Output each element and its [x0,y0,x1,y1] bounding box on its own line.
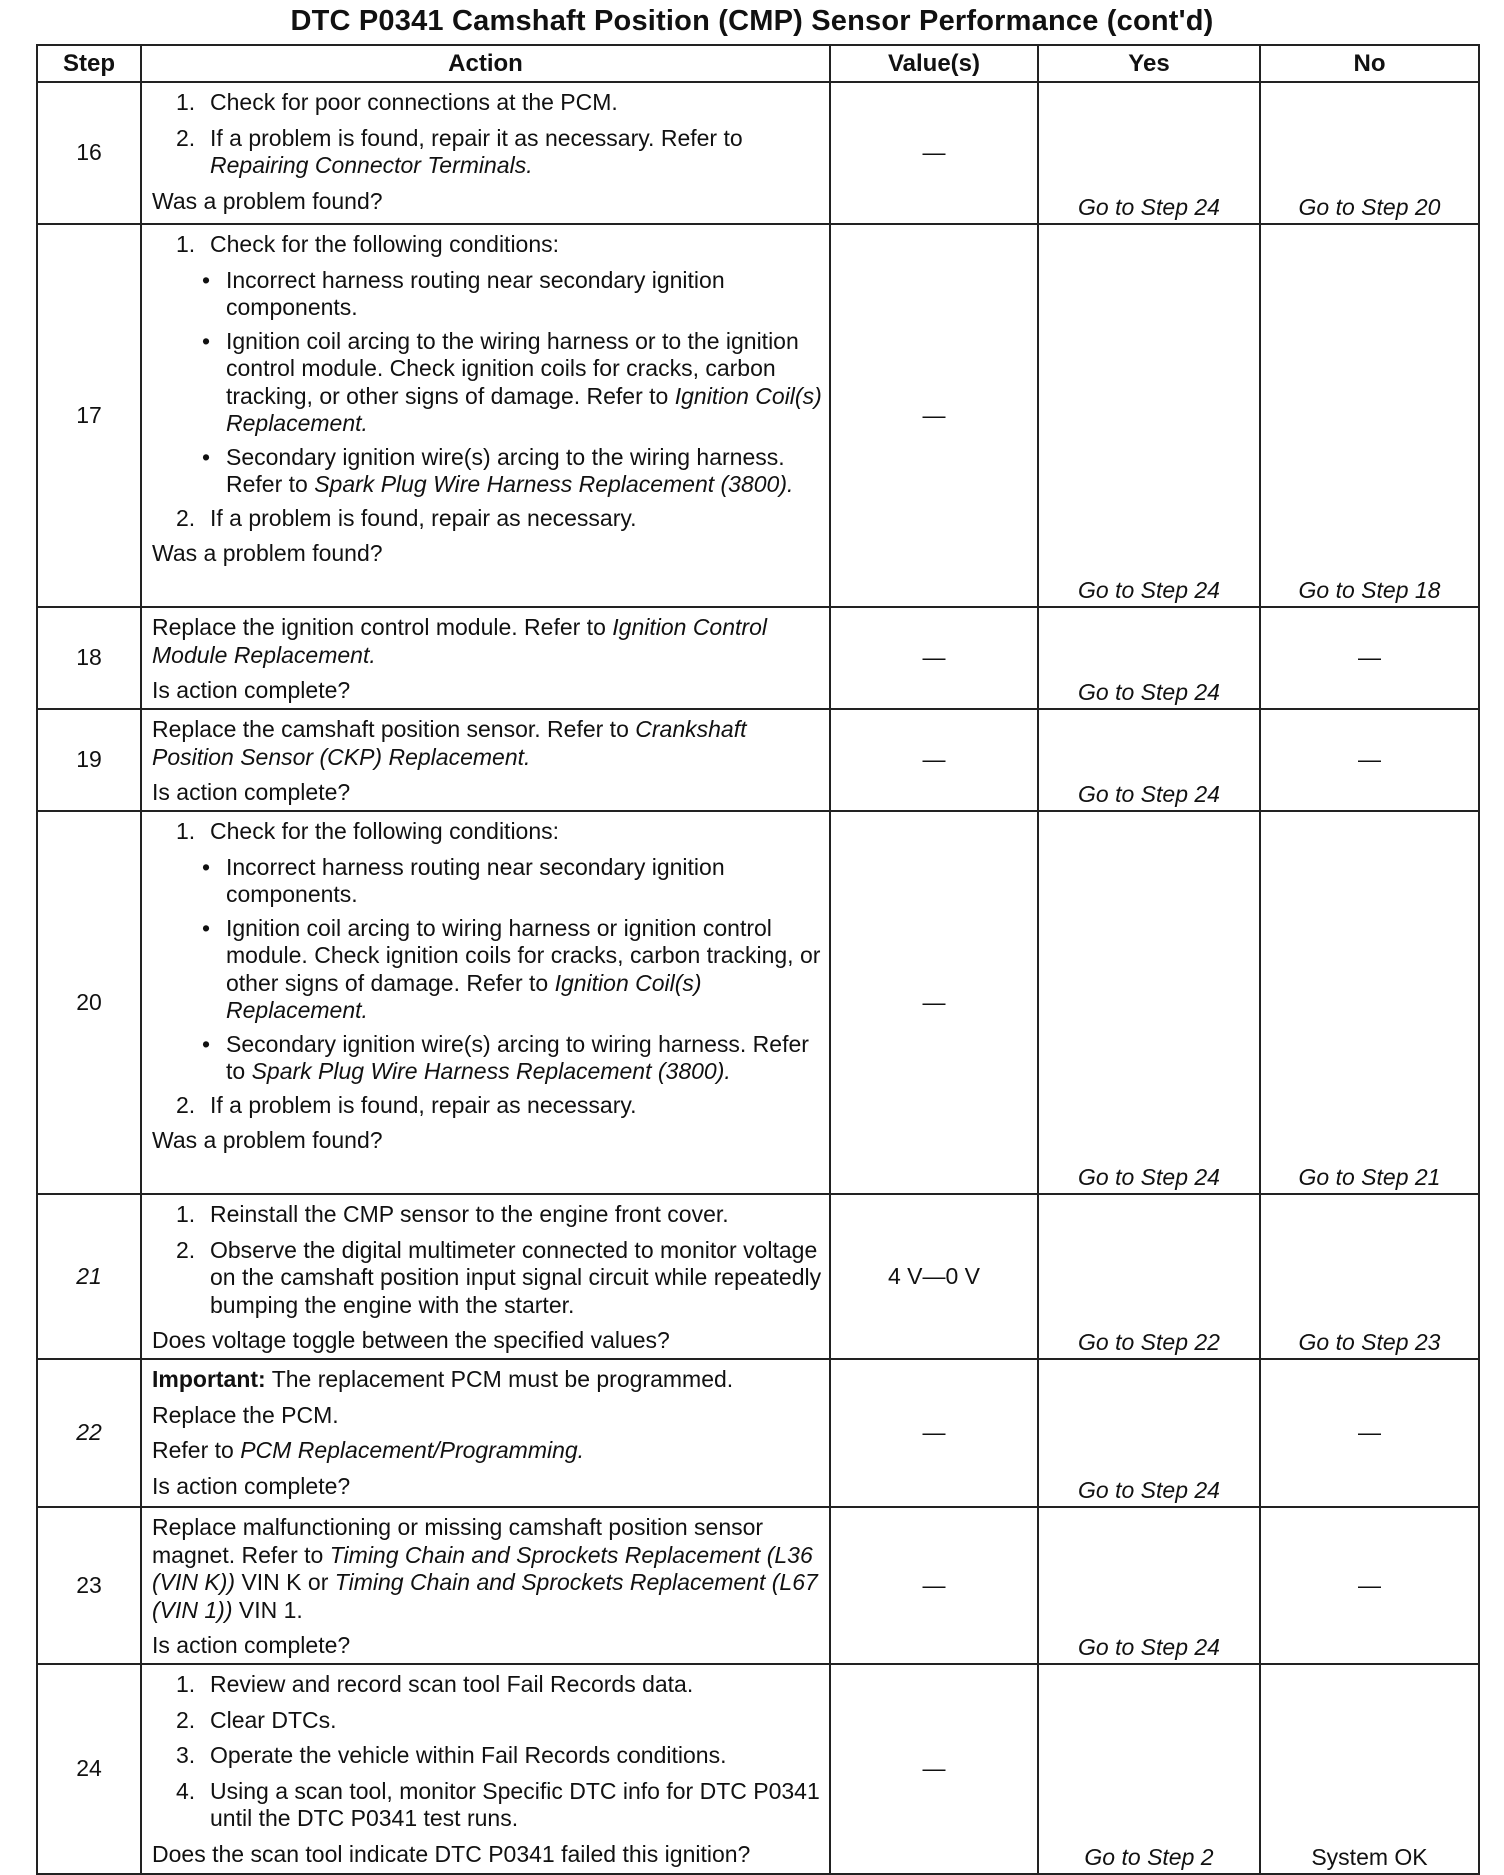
action-question: Is action complete? [152,779,351,805]
action-text: Refer to [152,1437,234,1463]
action-question: Does the scan tool indicate DTC P0341 failed this ignition? [152,1840,751,1867]
value-cell: — [830,607,1038,709]
action-text: Ignition coil arcing to the wiring harness or to the ignition control module. Check ignition coils for cracks, carbon tracking, or other signs of damage. Refer to [226,327,799,409]
action-text: If a problem is found, repair it as necessary. Refer to [210,124,743,151]
action-text: Check for poor connections at the PCM. [210,89,618,115]
no-cell [1260,224,1479,607]
step-number: 22 [37,1359,141,1507]
value-cell: — [830,1359,1038,1507]
yes-cell [1038,1194,1260,1359]
procedure-reference: Ignition Control Module Replacement. [152,614,767,668]
yes-result: Go to Step 24 [1078,1476,1220,1503]
action-text: Replace malfunctioning or missing camshaft position sensor magnet. Refer to [152,1514,764,1568]
list-number: 1. [176,1201,196,1227]
value-cell: — [830,1664,1038,1874]
yes-cell [1038,607,1260,709]
step-number: 19 [37,709,141,811]
table-row [37,82,1479,224]
no-result: Go to Step 20 [1298,193,1441,220]
important-label: Important: [152,1366,266,1392]
table-header-row [37,45,1479,82]
table-row [37,709,1479,811]
bullet-icon: • [202,1030,211,1057]
action-text: Incorrect harness routing near secondary ignition components. [226,266,725,320]
yes-result: Go to Step 24 [1078,1633,1220,1660]
action-text: Secondary ignition wire(s) arcing to the wiring harness. Refer to [226,443,785,497]
action-text: If a problem is found, repair as necessary. [210,1091,637,1118]
step-number: 21 [37,1194,141,1359]
action-question: Is action complete? [152,1472,351,1499]
list-number: 1. [176,231,196,257]
list-number: 2. [176,504,196,531]
value-cell: 4 V—0 V [830,1194,1038,1359]
header-yes: Yes [1038,45,1260,82]
bullet-icon: • [202,853,211,880]
action-question: Was a problem found? [152,187,383,214]
action-cell [141,811,830,1194]
bullet-icon: • [202,914,211,941]
action-text: Ignition coil arcing to wiring harness or ignition control module. Check ignition coils for cracks, carbon tracking, or other signs of damage. Refer to [226,914,821,996]
action-text: Replace the PCM. [152,1401,339,1428]
yes-cell [1038,1664,1260,1874]
no-cell: — [1260,607,1479,709]
procedure-reference: Timing Chain and Sprockets Replacement (L67 (VIN 1)) [152,1569,818,1623]
procedure-reference: Crankshaft Position Sensor (CKP) Replacement. [152,716,747,770]
yes-cell [1038,224,1260,607]
table-row [37,1507,1479,1664]
no-cell [1260,1194,1479,1359]
yes-result: Go to Step 24 [1078,576,1220,603]
action-cell [141,82,830,224]
yes-result: Go to Step 24 [1078,780,1220,807]
action-text: Secondary ignition wire(s) arcing to wiring harness. Refer to [226,1030,809,1084]
action-text: Check for the following conditions: [210,231,560,257]
yes-result: Go to Step 24 [1078,1163,1220,1190]
action-text: Check for the following conditions: [210,818,560,844]
list-number: 1. [176,89,196,115]
no-cell [1260,82,1479,224]
yes-result: Go to Step 2 [1084,1843,1214,1870]
table-row [37,1664,1479,1874]
action-text: Reinstall the CMP sensor to the engine front cover. [210,1201,729,1227]
yes-cell [1038,82,1260,224]
bullet-icon: • [202,266,211,293]
no-cell: — [1260,1507,1479,1664]
step-number: 20 [37,811,141,1194]
action-text: Clear DTCs. [210,1706,337,1733]
yes-cell [1038,1507,1260,1664]
yes-result: Go to Step 24 [1078,193,1220,220]
no-cell: — [1260,709,1479,811]
value-cell: — [830,224,1038,607]
action-text: Review and record scan tool Fail Records data. [210,1671,694,1697]
yes-cell [1038,709,1260,811]
list-number: 2. [176,1706,196,1733]
step-number: 23 [37,1507,141,1664]
action-text: Incorrect harness routing near secondary ignition components. [226,853,725,907]
action-text: Replace the ignition control module. Refer to [152,614,606,640]
procedure-reference: PCM Replacement/Programming. [240,1437,585,1463]
procedure-reference: Ignition Coil(s) Replacement. [226,382,822,436]
procedure-reference: Timing Chain and Sprockets Replacement (L36 (VIN K)) [152,1541,813,1595]
action-cell [141,607,830,709]
action-text: Observe the digital multimeter connected to monitor voltage on the camshaft position input signal circuit while repeatedly bumping the engine with the starter. [210,1236,822,1318]
no-result: Go to Step 18 [1298,576,1441,603]
header-no: No [1260,45,1479,82]
value-cell: — [830,82,1038,224]
procedure-reference: Ignition Coil(s) Replacement. [226,969,702,1023]
diagnostic-table [36,44,1480,1875]
list-number: 4. [176,1777,196,1804]
action-text: VIN 1. [238,1596,303,1623]
action-cell [141,1359,830,1507]
procedure-reference: Spark Plug Wire Harness Replacement (3800). [251,1058,731,1084]
no-result: Go to Step 21 [1298,1163,1441,1190]
procedure-reference: Spark Plug Wire Harness Replacement (3800). [314,471,794,497]
action-cell [141,1664,830,1874]
no-cell [1260,811,1479,1194]
action-cell [141,1194,830,1359]
table-row [37,1194,1479,1359]
yes-result: Go to Step 24 [1078,678,1220,705]
value-cell: — [830,709,1038,811]
value-cell: — [830,1507,1038,1664]
no-cell: — [1260,1359,1479,1507]
header-action: Action [141,45,830,82]
action-text: If a problem is found, repair as necessary. [210,504,637,531]
bullet-icon: • [202,327,211,354]
action-text: Operate the vehicle within Fail Records conditions. [210,1742,727,1768]
yes-result: Go to Step 22 [1078,1328,1220,1355]
action-cell [141,1507,830,1664]
action-question: Is action complete? [152,677,351,703]
list-number: 2. [176,124,196,151]
action-text: VIN K or [241,1569,329,1595]
action-question: Is action complete? [152,1632,351,1658]
step-number: 24 [37,1664,141,1874]
action-text: Replace the camshaft position sensor. Refer to [152,716,629,742]
action-question: Does voltage toggle between the specified values? [152,1327,670,1353]
action-text: Using a scan tool, monitor Specific DTC info for DTC P0341 until the DTC P0341 test runs. [210,1777,820,1831]
action-cell [141,709,830,811]
table-row [37,811,1479,1194]
action-question: Was a problem found? [152,540,383,566]
action-question: Was a problem found? [152,1127,383,1153]
yes-cell [1038,1359,1260,1507]
yes-cell [1038,811,1260,1194]
bullet-icon: • [202,443,211,470]
step-number: 16 [37,82,141,224]
header-step: Step [37,45,141,82]
list-number: 1. [176,818,196,844]
page-title: DTC P0341 Camshaft Position (CMP) Sensor Performance (cont'd) [290,5,1214,37]
value-cell: — [830,811,1038,1194]
action-text: The replacement PCM must be programmed. [271,1366,734,1392]
table-row [37,1359,1479,1507]
no-cell [1260,1664,1479,1874]
list-number: 2. [176,1236,196,1263]
step-number: 18 [37,607,141,709]
list-number: 3. [176,1742,196,1768]
table-row [37,224,1479,607]
header-values: Value(s) [830,45,1038,82]
list-number: 1. [176,1671,196,1697]
no-result: System OK [1311,1843,1428,1870]
procedure-reference: Repairing Connector Terminals. [210,152,533,178]
action-cell [141,224,830,607]
step-number: 17 [37,224,141,607]
table-row [37,607,1479,709]
list-number: 2. [176,1091,196,1118]
no-result: Go to Step 23 [1298,1328,1441,1355]
